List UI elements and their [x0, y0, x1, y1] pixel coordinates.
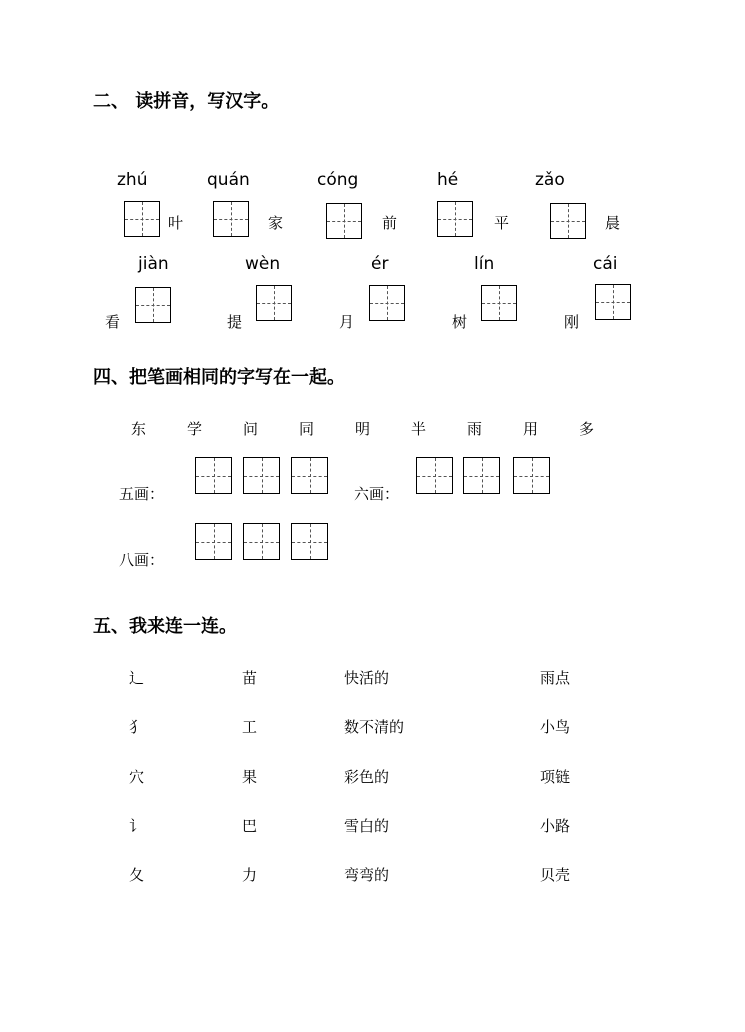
- writing-box[interactable]: [135, 287, 171, 323]
- pinyin-jian: jiàn: [138, 254, 169, 274]
- stroke-char: 东: [131, 420, 147, 438]
- writing-box[interactable]: [463, 457, 500, 494]
- match-char: 巴: [242, 817, 258, 835]
- writing-box[interactable]: [550, 203, 586, 239]
- writing-box[interactable]: [326, 203, 362, 239]
- section2-title: 二、 读拼音，写汉字。: [93, 91, 280, 112]
- pinyin-quan: quán: [207, 170, 250, 190]
- writing-box[interactable]: [369, 285, 405, 321]
- stroke-char: 明: [355, 420, 371, 438]
- writing-box[interactable]: [195, 523, 232, 560]
- writing-box[interactable]: [195, 457, 232, 494]
- noun-item: 贝壳: [540, 866, 571, 884]
- noun-item: 小鸟: [540, 718, 571, 736]
- row1-char: 叶: [168, 214, 184, 232]
- match-char: 果: [242, 768, 258, 786]
- writing-box[interactable]: [416, 457, 453, 494]
- noun-item: 项链: [540, 768, 571, 786]
- pinyin-wen: wèn: [245, 254, 281, 274]
- pinyin-he: hé: [437, 170, 459, 190]
- pinyin-zao: zǎo: [535, 170, 565, 190]
- section5-title: 五、我来连一连。: [93, 616, 237, 637]
- writing-box[interactable]: [481, 285, 517, 321]
- match-char: 力: [242, 866, 258, 884]
- stroke-char: 用: [523, 420, 539, 438]
- radical-item: 讠: [129, 817, 145, 835]
- section4-title: 四、把笔画相同的字写在一起。: [93, 367, 345, 388]
- pinyin-zhu: zhú: [117, 170, 148, 190]
- writing-box[interactable]: [256, 285, 292, 321]
- row1-char: 前: [382, 214, 398, 232]
- row2-char: 树: [452, 313, 468, 331]
- writing-box[interactable]: [243, 523, 280, 560]
- row2-char: 看: [105, 313, 121, 331]
- six-stroke-label: 六画：: [354, 485, 400, 503]
- writing-box[interactable]: [243, 457, 280, 494]
- adjective-item: 弯弯的: [344, 866, 390, 884]
- row1-char: 晨: [605, 214, 621, 232]
- radical-item: 辶: [129, 669, 145, 687]
- noun-item: 小路: [540, 817, 571, 835]
- match-char: 苗: [242, 669, 258, 687]
- writing-box[interactable]: [124, 201, 160, 237]
- adjective-item: 数不清的: [344, 718, 405, 736]
- row1-char: 家: [268, 214, 284, 232]
- radical-item: 穴: [129, 768, 145, 786]
- radical-item: 犭: [129, 718, 145, 736]
- writing-box[interactable]: [213, 201, 249, 237]
- pinyin-cong: cóng: [317, 170, 359, 190]
- writing-box[interactable]: [291, 523, 328, 560]
- adjective-item: 快活的: [344, 669, 390, 687]
- row1-char: 平: [494, 214, 510, 232]
- eight-stroke-label: 八画：: [119, 551, 165, 569]
- stroke-char: 半: [411, 420, 427, 438]
- stroke-char: 雨: [467, 420, 483, 438]
- adjective-item: 彩色的: [344, 768, 390, 786]
- writing-box[interactable]: [291, 457, 328, 494]
- stroke-char: 学: [187, 420, 203, 438]
- pinyin-er: ér: [371, 254, 389, 274]
- writing-box[interactable]: [513, 457, 550, 494]
- stroke-char: 同: [299, 420, 315, 438]
- adjective-item: 雪白的: [344, 817, 390, 835]
- writing-box[interactable]: [595, 284, 631, 320]
- match-char: 工: [242, 718, 258, 736]
- writing-box[interactable]: [437, 201, 473, 237]
- row2-char: 刚: [564, 313, 580, 331]
- noun-item: 雨点: [540, 669, 571, 687]
- row2-char: 月: [339, 313, 355, 331]
- stroke-char: 多: [579, 420, 595, 438]
- stroke-char: 问: [243, 420, 259, 438]
- pinyin-cai: cái: [593, 254, 618, 274]
- five-stroke-label: 五画：: [119, 485, 165, 503]
- row2-char: 提: [227, 313, 243, 331]
- radical-item: 夂: [129, 866, 145, 884]
- pinyin-lin: lín: [474, 254, 495, 274]
